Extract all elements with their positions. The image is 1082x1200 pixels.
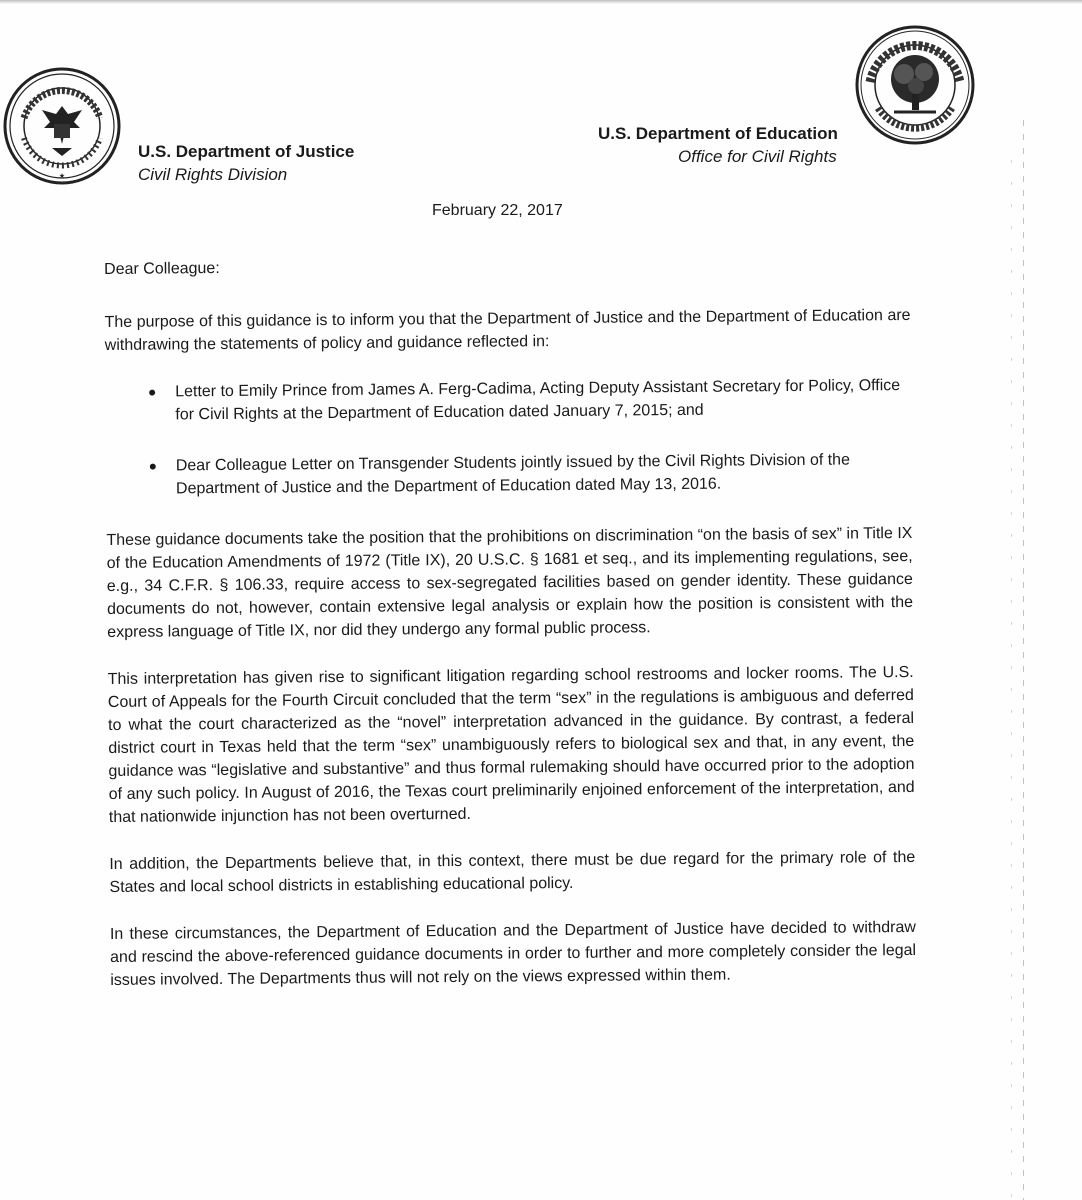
list-item — [175, 374, 911, 426]
scan-artifact — [1023, 120, 1024, 1200]
intro-paragraph: The purpose of this guidance is to inform you that the Department of Justice and the Department of Education are withdrawing the statements of policy and guidance reflected in: — [104, 306, 911, 354]
doe-division: Office for Civil Rights — [678, 147, 837, 166]
body-paragraph: In addition, the Departments believe that, in this context, there must be due regard for the primary role of the States and local school districts in establishing educational policy. — [109, 848, 916, 896]
body-paragraph: These guidance documents take the position that the prohibitions on discrimination “on the basis of sex” in Title IX of the Education Amendments of 1972 (Title IX), 20 U.S.C. § 1681 et seq., and its implementing regulations, see, e.g., 34 C.F.R. § 106.33, require access to sex-segregated facilities based on gender identity. These guidance documents do not, however, contain extensive legal analysis or explain how the position is consistent with the express language of Title IX, nor did they undergo any formal public process. — [106, 524, 914, 641]
bullet-icon — [150, 464, 156, 470]
bullet-icon — [149, 390, 155, 396]
doe-seal-icon — [854, 24, 976, 146]
salutation: Dear Colleague: — [104, 259, 220, 278]
scan-edge — [0, 0, 1082, 4]
doj-name: U.S. Department of Justice — [138, 142, 355, 161]
letter-body — [104, 251, 917, 1016]
withdrawn-guidance-list — [105, 374, 912, 501]
doj-division: Civil Rights Division — [138, 165, 288, 184]
list-item — [176, 448, 912, 500]
scan-artifact — [1011, 160, 1012, 1200]
doj-seal-icon — [2, 66, 122, 186]
svg-text:★: ★ — [58, 172, 66, 180]
list-item-text: Dear Colleague Letter on Transgender Students jointly issued by the Civil Rights Division of the Department of Justice and the Department of Education dated May 13, 2016. — [175, 451, 851, 498]
body-paragraph: In these circumstances, the Department of Education and the Department of Justice have decided to withdraw and rescind the above-referenced guidance documents in order to further and more completely consider the legal issues involved. The Departments thus will not rely on the views expressed within them. — [109, 918, 917, 989]
letter-date: February 22, 2017 — [432, 202, 563, 219]
body-paragraph: This interpretation has given rise to significant litigation regarding school restrooms and locker rooms. The U.S. Court of Appeals for the Fourth Circuit concluded that the term “sex” in the regulations is ambiguous and deferred to what the court characterized as the “novel” interpretation advanced in the guidance. By contrast, a federal district court in Texas held that the term “sex” unambiguously refers to biological sex and that, in any event, the guidance was “legislative and substantive” and thus formal rulemaking should have occurred prior to the adoption of any such policy. In August of 2016, the Texas court preliminarily enjoined enforcement of the interpretation, and that nationwide injunction has not been overturned. — [107, 663, 915, 826]
doe-name: U.S. Department of Education — [598, 124, 838, 143]
doj-letterhead — [138, 140, 354, 186]
doe-letterhead — [598, 122, 838, 168]
list-item-text: Letter to Emily Prince from James A. Ferg-Cadima, Acting Deputy Assistant Secretary for Policy, Office for Civil Rights at the Department of Education dated January 7, 2015; and — [175, 377, 901, 424]
